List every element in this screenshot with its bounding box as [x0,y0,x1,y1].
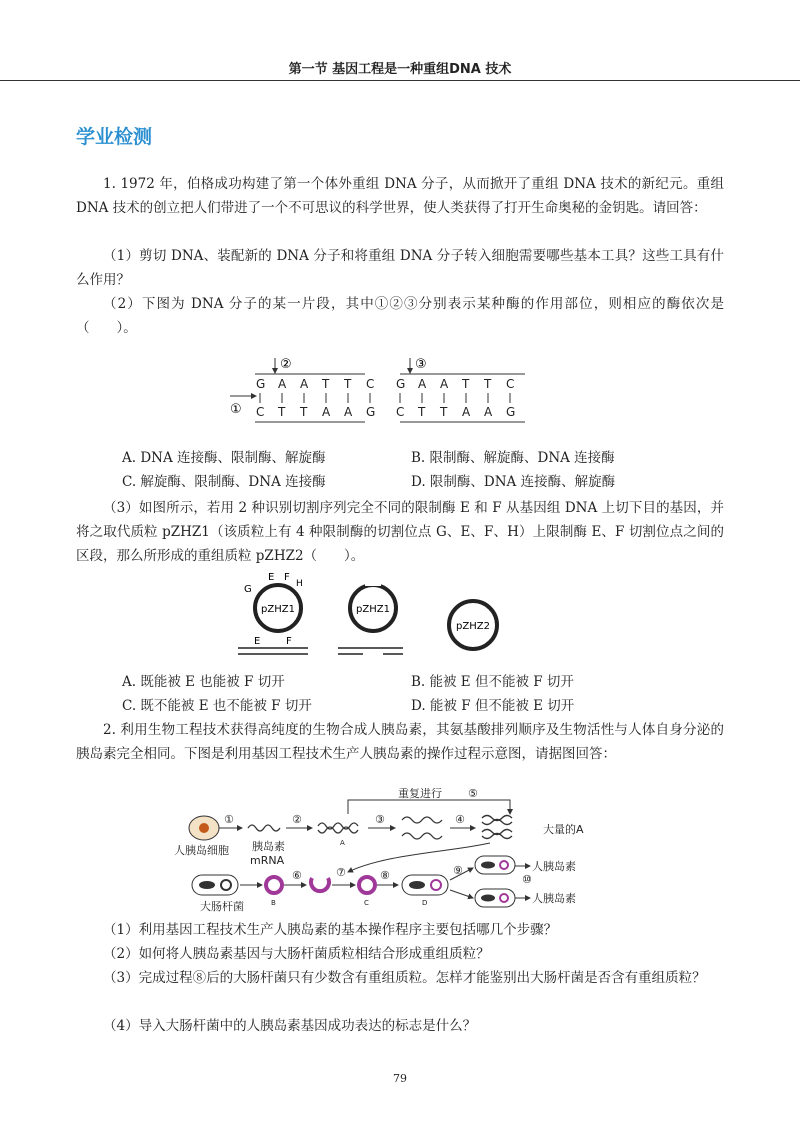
q1-sub1: （1）剪切 DNA、装配新的 DNA 分子和将重组 DNA 分子转入细胞需要哪些基本工具？这些工具有什么作用？ [76,248,724,288]
label-a: A [340,839,345,847]
step5-label: ⑤ [468,788,478,800]
step4-label: ④ [455,813,465,826]
bottom-base: A [322,405,331,419]
top-base: T [344,377,352,391]
q1-sub3: （3）如图所示，若用 2 种识别切割序列完全不同的限制酶 E 和 F 从基因组 DNA 上切下目的基因，并将之取代质粒 pZHZ1（该质粒上有 4 种限制酶的切割位点 G、E、F、H）上限制酶 E、F 切割位点之间的区段，那么所形成的重组质粒 pZHZ2（ ）。 [76,500,724,564]
bottom-base: T [300,405,308,419]
top-base: A [418,377,427,391]
q1-sub2-option-c: C. 解旋酶、限制酶、DNA 连接酶 [122,474,326,490]
page-number: 79 [393,1072,407,1085]
top-base: C [506,377,515,391]
bottom-base: C [256,405,265,419]
plasmid2-label: pZHZ2 [456,621,490,632]
q2-intro: 2. 利用生物工程技术获得高纯度的生物合成人胰岛素，其氨基酸排列顺序及生物活性与人体自身分泌的胰岛素完全相同。下图是利用基因工程技术生产人胰岛素的操作过程示意图，请据图回答： [76,722,724,762]
bottom-base: G [506,405,516,419]
bottom-base: A [462,405,471,419]
site-h-label: H [296,579,303,589]
step7-label: ⑦ [336,866,346,879]
top-base: T [462,377,470,391]
top-base: A [278,377,287,391]
mrna-label-2: mRNA [250,854,285,867]
figure-insulin-process [170,788,630,913]
q2-sub3: （3）完成过程⑧后的大肠杆菌只有少数含有重组质粒。怎样才能鉴别出大肠杆菌是否含有重组质粒？ [103,970,706,986]
q2-sub2: （2）如何将人胰岛素基因与大肠杆菌质粒相结合形成重组质粒？ [103,946,490,962]
label-d: D [422,899,428,907]
step1-label: ① [224,813,234,826]
ecoli-label: 大肠杆菌 [200,900,244,913]
insulin-label-2: 人胰岛素 [532,892,576,905]
top-base: G [256,377,266,391]
label-c: C [364,899,369,907]
plasmid1-intermediate-label: pZHZ1 [356,604,390,615]
q1-sub3-option-a: A. 既能被 E 也能被 F 切开 [122,674,285,690]
site-f-label: F [284,572,290,583]
q2-sub4: （4）导入大肠杆菌中的人胰岛素基因成功表达的标志是什么？ [103,1018,477,1034]
q1-sub2-option-b: B. 限制酶、解旋酶、DNA 连接酶 [411,450,615,466]
q1-sub2-option-d: D. 限制酶、DNA 连接酶、解旋酶 [411,474,616,490]
mrna-label-1: 胰岛素 [252,840,285,853]
fragment-e-label: E [254,636,261,647]
page-header-title: 第一节 基因工程是一种重组DNA 技术 [288,62,512,77]
top-base: C [366,377,375,391]
plasmid1-label: pZHZ1 [261,604,295,615]
top-base: A [300,377,309,391]
top-base: A [440,377,449,391]
header-divider [0,80,800,81]
step9-label: ⑨ [453,864,463,877]
q1-sub3-option-d: D. 能被 F 但不能被 E 切开 [411,698,575,714]
step3-label: ③ [375,813,385,826]
bottom-base: G [366,405,376,419]
step10-label: ⑩ [522,873,532,886]
q1-sub3-option-b: B. 能被 E 但不能被 F 切开 [411,674,574,690]
top-base: G [396,377,406,391]
mark1-label: ① [230,402,242,417]
section-title: 学业检测 [76,126,153,148]
bottom-base: T [278,405,286,419]
insulin-label-1: 人胰岛素 [532,860,576,873]
bottom-base: A [484,405,493,419]
large-amount-label: 大量的A [543,823,584,836]
mark2-label: ② [280,357,292,372]
bottom-base: A [344,405,353,419]
label-b: B [271,899,276,907]
top-base: T [484,377,492,391]
top-base: T [322,377,330,391]
q1-intro: 1. 1972 年，伯格成功构建了第一个体外重组 DNA 分子，从而掀开了重组 DNA 技术的新纪元。重组 DNA 技术的创立把人们带进了一个不可思议的科学世界，使人类获得了打开生命奥秘的金钥匙。请回答： [76,176,724,216]
step6-label: ⑥ [292,869,302,882]
figure-plasmids [228,570,538,665]
fragment-f-label: F [286,636,292,647]
q1-sub3-option-c: C. 既不能被 E 也不能被 F 切开 [122,698,312,714]
mark3-label: ③ [415,357,427,372]
figure-dna-fragment [225,352,545,432]
bottom-base: C [396,405,405,419]
bottom-base: T [440,405,448,419]
bottom-base: T [418,405,426,419]
site-g-label: G [244,584,252,595]
q1-sub2-option-a: A. DNA 连接酶、限制酶、解旋酶 [122,450,326,466]
step8-label: ⑧ [380,869,390,882]
cell-label: 人胰岛细胞 [174,844,229,857]
site-e-label: E [268,572,275,583]
q1-sub2: （2）下图为 DNA 分子的某一片段，其中①②③分别表示某种酶的作用部位，则相应的酶依次是（ ）。 [76,296,724,336]
q2-sub1: （1）利用基因工程技术生产人胰岛素的基本操作程序主要包括哪几个步骤？ [103,922,558,938]
repeat-label: 重复进行 [398,788,442,800]
step2-label: ② [292,813,302,826]
